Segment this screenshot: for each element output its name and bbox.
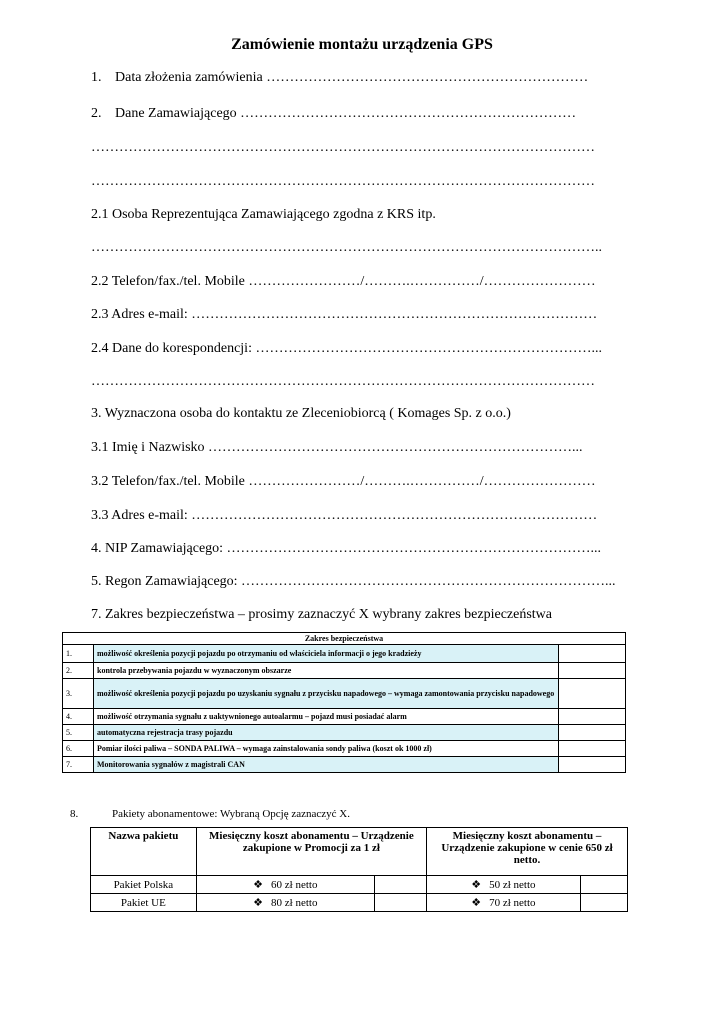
security-table-header: Zakres bezpieczeństwa xyxy=(63,633,626,645)
line-number: 1. xyxy=(91,70,102,85)
row-number: 4. xyxy=(63,709,94,725)
full-price-text: 70 zł netto xyxy=(489,897,536,909)
table-row xyxy=(63,663,626,679)
contact-phone-line: 3.2 Telefon/fax./tel. Mobile ……………………/……….……………/…………………… xyxy=(91,474,596,489)
row-description: możliwość określenia pozycji pojazdu po uzyskaniu sygnału z przycisku napadowego – wymaga zamontowania przycisku napadowego xyxy=(94,679,559,709)
promo-price-text: 80 zł netto xyxy=(271,897,318,909)
table-row xyxy=(63,725,626,741)
header-full-cost: Miesięczny koszt abonamentu – Urządzenie zakupione w cenie 650 zł netto. xyxy=(427,828,628,876)
dotted-line: ……………………………………………………………………………………………… xyxy=(91,140,595,155)
row-number: 7. xyxy=(63,757,94,773)
contact-name-line: 3.1 Imię i Nazwisko ……………………………………………………………………... xyxy=(91,440,583,455)
full-price-text: 50 zł netto xyxy=(489,879,536,891)
line-text: Data złożenia zamówienia …………………………………………………………… xyxy=(115,70,589,85)
row-number: 6. xyxy=(63,741,94,757)
row-number: 3. xyxy=(63,679,94,709)
security-table xyxy=(62,632,626,773)
row-description: możliwość otrzymania sygnału z uaktywnionego autoalarmu – pojazd musi posiadać alarm xyxy=(94,709,559,725)
diamond-bullet-icon: ❖ xyxy=(253,897,264,909)
selection-cell[interactable] xyxy=(559,709,626,725)
package-name: Pakiet UE xyxy=(91,894,197,912)
table-row xyxy=(63,645,626,663)
row-description: możliwość określenia pozycji pojazdu po otrzymaniu od właściciela informacji o jego kradzieży xyxy=(94,645,559,663)
contact-email-line: 3.3 Adres e-mail: …………………………………………………………………………… xyxy=(91,508,598,523)
selection-cell[interactable] xyxy=(559,757,626,773)
regon-line: 5. Regon Zamawiającego: ……………………………………………………………………... xyxy=(91,574,616,589)
selection-cell[interactable] xyxy=(559,725,626,741)
selection-cell[interactable] xyxy=(559,679,626,709)
packages-intro: Pakiety abonamentowe: Wybraną Opcję zaznaczyć X. xyxy=(112,808,350,820)
client-data-line xyxy=(91,106,576,122)
contact-person-heading: 3. Wyznaczona osoba do kontaktu ze Zleceniobiorcą ( Komages Sp. z o.o.) xyxy=(91,406,511,421)
promo-price xyxy=(196,876,374,894)
row-description: Monitorowania sygnałów z magistrali CAN xyxy=(94,757,559,773)
diamond-bullet-icon: ❖ xyxy=(253,879,264,891)
row-description: kontrola przebywania pojazdu w wyznaczonym obszarze xyxy=(94,663,559,679)
email-line: 2.3 Adres e-mail: …………………………………………………………………………… xyxy=(91,307,598,322)
full-selection-cell[interactable] xyxy=(580,876,627,894)
row-number: 5. xyxy=(63,725,94,741)
document-title: Zamówienie montażu urządzenia GPS xyxy=(231,36,493,53)
header-promo-cost: Miesięczny koszt abonamentu – Urządzenie zakupione w Promocji za 1 zł xyxy=(196,828,426,876)
nip-line: 4. NIP Zamawiającego: ……………………………………………………………………... xyxy=(91,541,602,556)
diamond-bullet-icon: ❖ xyxy=(471,879,482,891)
promo-price-text: 60 zł netto xyxy=(271,879,318,891)
line-number: 2. xyxy=(91,106,102,121)
table-row xyxy=(63,709,626,725)
row-description: Pomiar ilości paliwa – SONDA PALIWA – wymaga zainstalowania sondy paliwa (koszt ok 1000 zł) xyxy=(94,741,559,757)
full-selection-cell[interactable] xyxy=(580,894,627,912)
table-row xyxy=(63,757,626,773)
dotted-line: ……………………………………………………………………………………………… xyxy=(91,174,595,189)
table-row xyxy=(91,876,628,894)
dotted-line: ……………………………………………………………………………………………….. xyxy=(91,240,602,255)
selection-cell[interactable] xyxy=(559,645,626,663)
full-price xyxy=(427,894,581,912)
promo-selection-cell[interactable] xyxy=(374,876,426,894)
full-price xyxy=(427,876,581,894)
phone-line: 2.2 Telefon/fax./tel. Mobile ……………………/……….……………/…………………… xyxy=(91,274,596,289)
table-row xyxy=(63,679,626,709)
diamond-bullet-icon: ❖ xyxy=(471,897,482,909)
package-name: Pakiet Polska xyxy=(91,876,197,894)
representative-line: 2.1 Osoba Reprezentująca Zamawiającego zgodna z KRS itp. xyxy=(91,207,436,222)
selection-cell[interactable] xyxy=(559,741,626,757)
promo-selection-cell[interactable] xyxy=(374,894,426,912)
dotted-line: ……………………………………………………………………………………………… xyxy=(91,374,595,389)
row-number: 2. xyxy=(63,663,94,679)
row-number: 1. xyxy=(63,645,94,663)
order-date-line xyxy=(91,70,588,86)
correspondence-line: 2.4 Dane do korespondencji: ………………………………………………………………... xyxy=(91,341,602,356)
security-heading: 7. Zakres bezpieczeństwa – prosimy zaznaczyć X wybrany zakres bezpieczeństwa xyxy=(91,607,552,622)
selection-cell[interactable] xyxy=(559,663,626,679)
table-row xyxy=(91,894,628,912)
line-text: Dane Zamawiającego ……………………………………………………………… xyxy=(115,106,577,121)
header-package-name: Nazwa pakietu xyxy=(91,828,197,876)
table-row xyxy=(63,741,626,757)
packages-table xyxy=(90,827,628,912)
packages-heading xyxy=(70,808,350,820)
row-description: automatyczna rejestracja trasy pojazdu xyxy=(94,725,559,741)
packages-number: 8. xyxy=(70,808,79,820)
table-header-row xyxy=(91,828,628,876)
promo-price xyxy=(196,894,374,912)
